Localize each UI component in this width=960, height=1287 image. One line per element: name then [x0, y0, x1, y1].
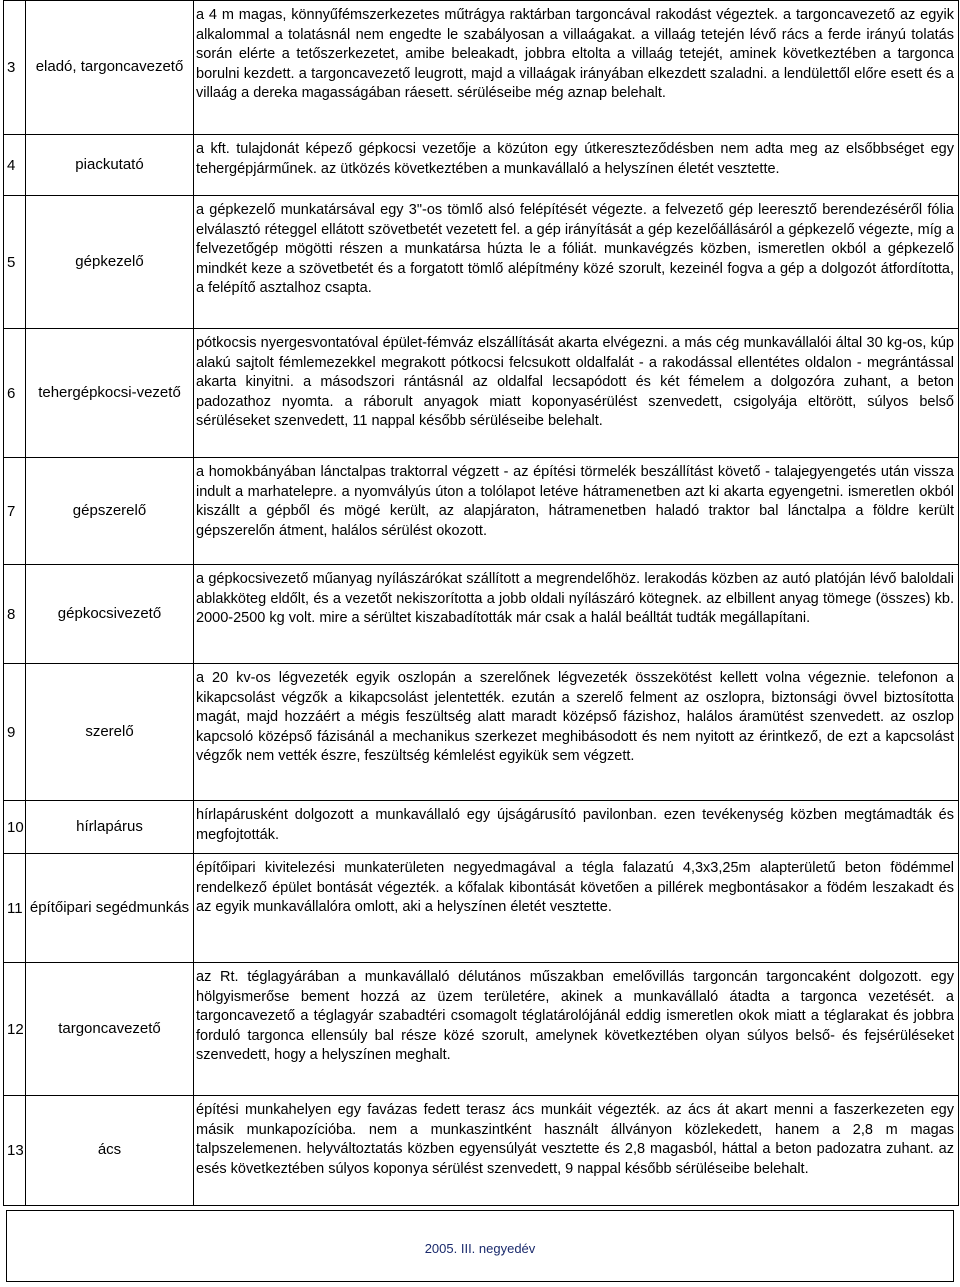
table-row	[4, 1, 959, 135]
job-title: piackutató	[26, 135, 194, 196]
row-number: 13	[4, 1096, 26, 1206]
row-number: 3	[4, 1, 26, 135]
table-row	[4, 196, 959, 329]
row-number: 11	[4, 854, 26, 963]
row-number: 9	[4, 664, 26, 801]
job-title: hírlapárus	[26, 801, 194, 854]
accident-description: építőipari kivitelezési munkaterületen negyedmagával a tégla falazatú 4,3x3,25m alapterületű beton födémmel rendelkező épület bontását végezték. a kőfalak kibontását követően a pillérek megbontásakor a födém leszakadt és az egyik munkavállalóra omlott, aki a helyszínen életét vesztette.	[194, 854, 959, 963]
accident-description: a gépkocsivezető műanyag nyílászárókat szállított a megrendelőhöz. lerakodás közben az autó platóján lévő baloldali ablakköteg eldőlt, és a vezetőt nekiszorította a jobb oldali nyílászáró kötegnek. az elbillent anyag tömege (összes) kb. 2000-2500 kg volt. mire a sérültet kiszabadították már csak a halál beálltát tudták megállapítani.	[194, 565, 959, 664]
accident-description: a 20 kv-os légvezeték egyik oszlopán a szerelőnek légvezeték összekötést kellett volna végeznie. telefonon a kikapcsolást végzők a kikapcsolást jelentették. ezután a szerelő felment az oszlopra, biztonsági övvel biztosította magát, majd hozzáért a mégis feszültség alatt maradt középső fázishoz, halálos áramütést szenvedett. az oszlop kapcsoló középső fázisánál a mechanikus szerkezet meghibásodott és nem nyitott az érintkező, de ezt a kapcsolást végzők nem vették észre, feszültség kémlelést egyikük sem végzett.	[194, 664, 959, 801]
job-title: eladó, targoncavezető	[26, 1, 194, 135]
footer-date: 2005. III. negyedév	[424, 1241, 536, 1256]
job-title: gépszerelő	[26, 458, 194, 565]
row-number: 10	[4, 801, 26, 854]
table-row	[4, 565, 959, 664]
table-row	[4, 801, 959, 854]
table-row	[4, 1096, 959, 1206]
accident-description: a kft. tulajdonát képező gépkocsi vezetője a közúton egy útkereszteződésben nem adta meg az elsőbbséget egy tehergépjárműnek. az ütközés következtében a munkavállaló a helyszínen életét vesztette.	[194, 135, 959, 196]
table-row	[4, 854, 959, 963]
job-title: targoncavezető	[26, 963, 194, 1096]
accident-description: építési munkahelyen egy favázas fedett terasz ács munkáit végezték. az ács át akart menni a faszerkezeten egy másik munkapozícióba. nem a munkaszintként használt állványon közlekedett, hanem a 2,8 m magas talpszelemenen. helyváltoztatás közben egyensúlyát vesztette és 2,8 magasból, háttal a beton padozatra zuhant. az esés következtében súlyos koponya sérülést szenvedett, 9 nappal később sérüléseibe belehalt.	[194, 1096, 959, 1206]
accident-description: pótkocsis nyergesvontatóval épület-fémváz elszállítását akarta elvégezni. a más cég munkavállalói által 30 kg-os, kúp alakú sajtolt fémlemezekkel megrakott pótkocsi felcsukott oldalfalát - a rakodással ellentétes oldalon - megrántással akarta kinyitni. a másodszori rántásnál az oldalfal lecsapódott és két fémelem a dolgozóra zuhant, a beton padozathoz nyomta. a ráborult anyagok miatt koponyasérülést szenvedett, csigolyája eltörött, súlyos belső sérüléseket szenvedett, 11 nappal később sérüléseibe belehalt.	[194, 329, 959, 458]
job-title: ács	[26, 1096, 194, 1206]
table-row	[4, 135, 959, 196]
job-title: gépkocsivezető	[26, 565, 194, 664]
accident-description: a 4 m magas, könnyűfémszerkezetes műtrágya raktárban targoncával rakodást végeztek. a targoncavezető az egyik alkalommal a tolatásnál nem engedte le szabályosan a villaágakat. a villaág tetején lévő rács a ferde irányú tolatás során elérte a tetőszerkezetet, amibe beleakadt, jobbra eltolta a villaág tetejét, aminek következtében a targonca borulni kezdett. a targoncavezető leugrott, majd a villaágak irányában elkezdett szaladni. a lendülettől előre esett és a villaág a dereka magasságában ráesett. sérüléseibe még aznap belehalt.	[194, 1, 959, 135]
table-row	[4, 664, 959, 801]
row-number: 8	[4, 565, 26, 664]
accident-description: az Rt. téglagyárában a munkavállaló délutános műszakban emelővillás targoncán targoncaként dolgozott. egy hölgyismerőse bement hozzá az üzem területére, akinek a munkavállaló átadta a targonca vezetését. a targoncavezető a téglagyár szabadtéri csomagolt téglatárolójánál eddig ismeretlen okok miatt a téglarakat és jobbra forduló targonca ellensúly bal része közé szorult, amelynek következtében olyan súlyos belső- és fejsérüléseket szenvedett, hogy a helyszínen meghalt.	[194, 963, 959, 1096]
row-number: 4	[4, 135, 26, 196]
table-row	[4, 458, 959, 565]
accident-table	[3, 0, 959, 1206]
job-title: gépkezelő	[26, 196, 194, 329]
row-number: 7	[4, 458, 26, 565]
accident-description: a gépkezelő munkatársával egy 3"-os tömlő alsó felépítését végezte. a felvezető gép leeresztő berendezéséről fólia elválasztó réteggel ellátott szövetbetét vezetett fel. a gép irányítását a gép kezelőállásáról a gépkezelő végezte, míg a felvezetőgép mögötti részen a munkatársa húzta le a fóliát. munkavégzés közben, ismeretlen okból a gépkezelő mindkét keze a szövetbetét és a forgatott tömlő alépítmény közé szorult, kezeinél fogva a gép a dolgozót átfordította, a felépítő asztalhoz csapta.	[194, 196, 959, 329]
table-row	[4, 329, 959, 458]
job-title: tehergépkocsi-vezető	[26, 329, 194, 458]
row-number: 12	[4, 963, 26, 1096]
job-title: szerelő	[26, 664, 194, 801]
accident-description: a homokbányában lánctalpas traktorral végzett - az építési törmelék beszállítást követő - talajegyengetés után vissza indult a marhatelepre. a nyomvályús úton a tolólapot letéve hátramenetben azt ki akarta egyengetni. ismeretlen okból kiszállt a gépből és mögé került, az alapjáraton, hátramenetben haladó traktor bal lánctalpa a földre került gépszerelőn átment, halálos sérülést okozott.	[194, 458, 959, 565]
table-row	[4, 963, 959, 1096]
job-title: építőipari segédmunkás	[26, 854, 194, 963]
row-number: 5	[4, 196, 26, 329]
row-number: 6	[4, 329, 26, 458]
accident-description: hírlapárusként dolgozott a munkavállaló egy újságárusító pavilonban. ezen tevékenység közben megtámadták és megfojtották.	[194, 801, 959, 854]
footer-box	[6, 1210, 954, 1282]
